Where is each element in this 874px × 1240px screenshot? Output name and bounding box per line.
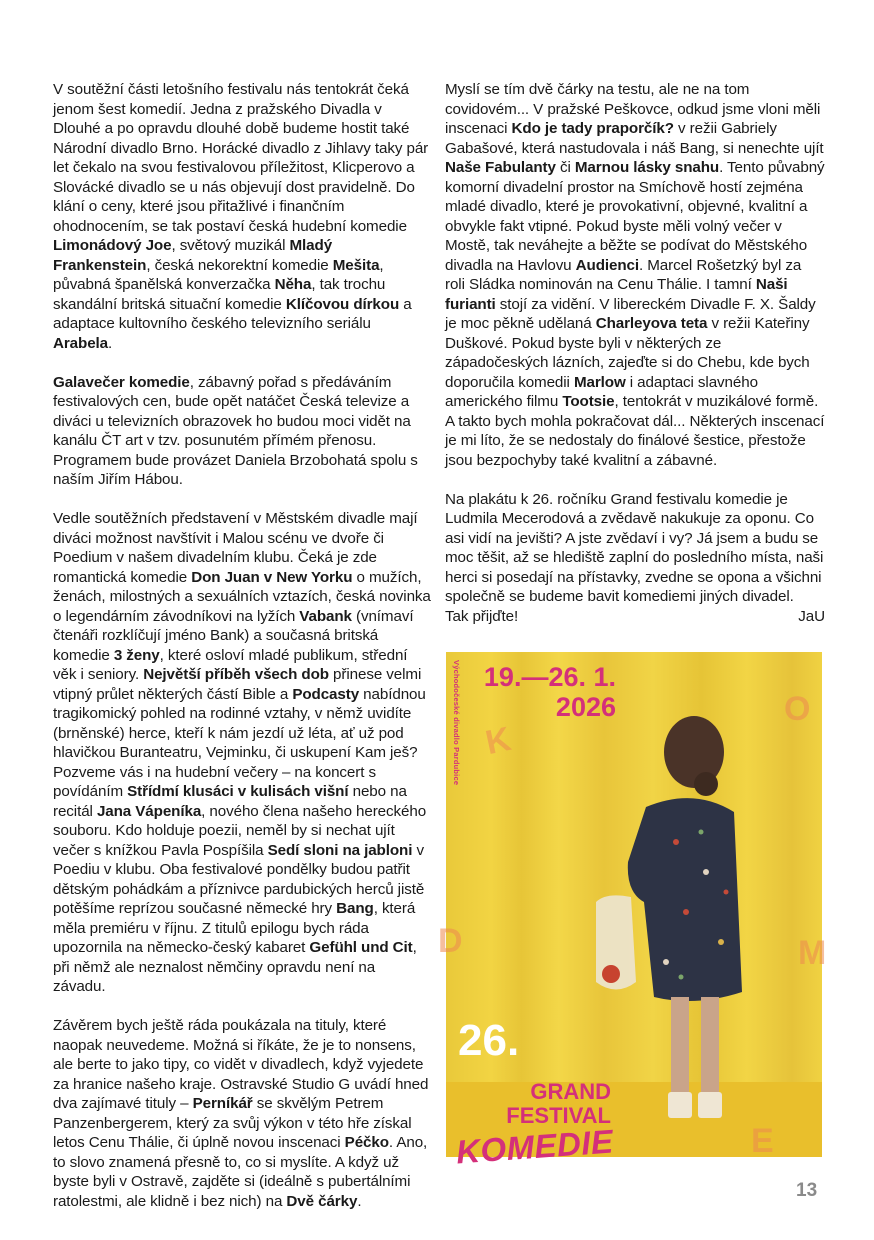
closing-text: Tak přijďte! bbox=[445, 607, 519, 625]
title-kdo-je-tady-praporcik: Kdo je tady praporčík? bbox=[511, 120, 674, 137]
text: o mužích, ženách, milostných a sexuálních vztazích, česká novinka o legendárním závodníkovi na lyžích bbox=[53, 568, 431, 625]
title-mesita: Mešita bbox=[332, 256, 380, 274]
left-column bbox=[53, 80, 431, 1231]
year-line: 2026 bbox=[555, 692, 616, 722]
deco-letter: E bbox=[751, 1122, 774, 1160]
title-3-zeny: 3 ženy bbox=[113, 646, 160, 664]
text: , tentokrát v muzikálové formě. A takto bych mohla pokračovat dál... Některých inscenací je mi líto, že se nedostaly do finálové šestice, přestože jsou bezpochyby také kvalitní a zábavné. bbox=[445, 393, 825, 469]
title-gefuhl-und-cit: Gefühl und Cit bbox=[309, 939, 413, 956]
right-column bbox=[445, 80, 825, 626]
leg-icon bbox=[701, 997, 719, 1097]
deco-letter: K bbox=[482, 719, 515, 763]
title-vabank: Vabank bbox=[299, 607, 352, 625]
text: se skvělým Petrem Panzenbergerem, který za svůj výkon v této hře získal letos Cenu Thálie, či úplně novou inscenaci bbox=[53, 1095, 412, 1151]
text: . Marcel Rošetzký byl za roli Sládka nominován na Cenu Thálie. I tamní bbox=[445, 256, 802, 293]
deco-letter: M bbox=[798, 934, 827, 972]
title-charleyova-teta: Charleyova teta bbox=[595, 315, 708, 332]
title-nasi-furianti: Naši furianti bbox=[445, 276, 788, 313]
paragraph-competition bbox=[53, 80, 431, 353]
festival-poster bbox=[438, 652, 827, 1171]
text: i adaptaci slavného amerického filmu bbox=[445, 373, 758, 410]
title-podcasty: Podcasty bbox=[292, 685, 360, 703]
text: . bbox=[108, 334, 113, 352]
edition-number: 26. bbox=[458, 1016, 520, 1065]
dates-line: 19.—26. 1. bbox=[483, 662, 616, 692]
text: , která měla premiéru v říjnu. Z titulů epilogu bych ráda upozornila na německo-český kabaret bbox=[53, 900, 416, 956]
title-nejvetsi-pribeh: Největší příběh všech dob bbox=[143, 666, 329, 683]
text: Na plakátu k 26. ročníku Grand festivalu komedie je Ludmila Mecerodová a zvědavě nakukuje za oponu. Co asi vidí na jevišti? A jste zvědaví i vy? Já jsem a budu se moc těšit, až se hlediště zaplní do posledního místa, naši herci si posedají na přístavky, zvedne se opona a všichni společně se budeme bavit komediemi jiných divadel. bbox=[445, 490, 824, 605]
shoe-icon bbox=[698, 1092, 722, 1118]
title-nase-fabulanty: Naše Fabulanty bbox=[445, 159, 556, 176]
page-number: 13 bbox=[796, 1180, 818, 1201]
title-dve-carky: Dvě čárky bbox=[286, 1192, 358, 1210]
text: , které osloví mladé publikum, střední věk i seniory. bbox=[53, 646, 408, 683]
title-komedie: KOMEDIE bbox=[454, 1122, 615, 1171]
text: , při němž ale neznalost němčiny opravdu není na závadu. bbox=[53, 939, 417, 995]
title-stridmi-klusaci: Střídmí klusáci v kulisách višní bbox=[127, 783, 349, 800]
title-limonadovy-joe: Limonádový Joe bbox=[53, 237, 172, 254]
text: , nového člena našeho hereckého souboru. Kdo holduje poezii, neměl by si nechat ujít večer s knížkou Pavla Pospíšila bbox=[53, 802, 427, 859]
title-grand: GRAND bbox=[530, 1079, 611, 1104]
text: , zábavný pořad s předáváním festivalových cen, bude opět natáčet Česká televize a diváci u televizních obrazovek ho budou moci vidět na kanálu ČT art v tzv. posunutém přímém přenosu. Programem bude provázet Daniela Brzobohatá spolu s naším Jiřím Hábou. bbox=[53, 373, 418, 488]
deco-letter: O bbox=[784, 690, 811, 728]
text: . bbox=[357, 1192, 362, 1210]
title-neha: Něha bbox=[274, 276, 312, 293]
festival-title bbox=[476, 1080, 611, 1128]
text: stojí za vidění. V libereckém Divadle F. X. Šaldy je moc pěkně udělaná bbox=[445, 295, 816, 332]
text: nebo na recitál bbox=[53, 783, 407, 820]
text: , půvabná španělská konverzačka bbox=[53, 256, 384, 293]
title-klicovou-dirkou: Klíčovou dírkou bbox=[285, 295, 400, 313]
text: v režii Kateřiny Duškové. Pokud byste byli v některých ze západočeských lázních, zajeďte si do Chebu, kde bych doporučila komedii bbox=[445, 315, 810, 391]
floral-dress-icon bbox=[628, 798, 742, 1001]
text: V soutěžní části letošního festivalu nás tentokrát čeká jenom šest komedií. Jedna z pražského Divadla v Dlouhé a po opravdu dlouhé době budeme hostit také Národní divadlo Brno. Horácké divadlo z Jihlavy taky pár let čekalo na svou festivalovou příležitost, Klicperovo a Slovácké divadlo se u nás objevují dost pravidelně. Do klání o ceny, které jsou přitažlivé i finančním ohodnocením, se tak postaví česká hudební komedie bbox=[53, 81, 429, 235]
text: , česká nekorektní komedie bbox=[146, 256, 333, 274]
text: , světový muzikál bbox=[171, 237, 290, 254]
title-sedi-sloni: Sedí sloni na jabloni bbox=[267, 841, 413, 859]
paragraph-poster bbox=[445, 490, 825, 627]
paragraph-tips bbox=[53, 1016, 431, 1211]
text: v režii Gabriely Gabašové, která nastudovala i náš Bang, si nenechte ujít bbox=[445, 120, 824, 157]
title-tootsie: Tootsie bbox=[562, 393, 615, 410]
title-jana-vapenika: Jana Vápeníka bbox=[96, 802, 202, 820]
deco-letter: D bbox=[438, 922, 463, 960]
woman-figure-illustration bbox=[606, 712, 746, 1122]
leg-icon bbox=[671, 997, 689, 1097]
text: (vnímaví čtenáři rozklíčují jméno Bank) a současná britská komedie bbox=[53, 607, 414, 664]
text: v Poediu v klubu. Oba festivalové pondělky budou patřit dětským pohádkám a příznivce pardubických herců jistě potěšíme reprízou současné německé hry bbox=[53, 841, 425, 917]
text: a adaptace kultovního českého televizního seriálu bbox=[53, 295, 412, 332]
title-arabela: Arabela bbox=[53, 334, 109, 352]
shoe-icon bbox=[668, 1092, 692, 1118]
theatre-name: Východočeské divadlo Pardubice bbox=[452, 660, 461, 786]
text: , tak trochu skandální britská situační komedie bbox=[53, 276, 386, 313]
text: Závěrem bych ještě ráda poukázala na tituly, které naopak neuvedeme. Možná si říkáte, že je to nonsens, ale berte to jako tipy, co vidět v divadlech, když vyjedete za hranice našeho kraje. Ostravské Studio G uvádí hned dva zajímavé tituly – bbox=[53, 1017, 429, 1112]
text: . Tento půvabný komorní divadelní prostor na Smíchově hostí zejména mladé divadlo, které je provokativní, objevné, kvalitní a obvykle fakt vtipné. Pokud byste měli volný večer v Mostě, tak neváhejte a běžte se podívat do Městského divadla na Havlovu bbox=[445, 159, 825, 274]
title-mlady-frankenstein: Mladý Frankenstein bbox=[53, 237, 333, 274]
vegetable-icon bbox=[602, 965, 620, 983]
title-marlow: Marlow bbox=[573, 373, 626, 391]
text: nabídnou tragikomický pohled na rodinné vztahy, v němž uvidíte (brněnské) herce, kteří k nám jezdí už léta, ať už pod hlavičkou Buranteatru, Vejminku, či uskupení Kam ješ? Pozveme vás i na hudební večery – na koncert s povídáním bbox=[53, 685, 426, 800]
text: přinese velmi vtipný průlet některých částí Bible a bbox=[53, 666, 422, 703]
festival-dates bbox=[476, 662, 616, 722]
title-don-juan: Don Juan v New Yorku bbox=[191, 568, 353, 586]
title-galavecer: Galavečer komedie bbox=[53, 373, 190, 391]
closing-row bbox=[445, 607, 825, 627]
author-signature: JaU bbox=[798, 607, 825, 625]
hair-bun-icon bbox=[694, 772, 718, 796]
title-pernikar: Perníkář bbox=[192, 1095, 253, 1112]
title-audienci: Audienci bbox=[575, 256, 639, 274]
text: . Ano, to slovo znamená přesně to, co si myslíte. A když už byste byli v Ostravě, zajděte si (ideálně s pubertálními ratolestmi, ale klidně i bez nich) na bbox=[53, 1134, 428, 1210]
paragraph-galavecer bbox=[53, 373, 431, 490]
text: či bbox=[555, 159, 575, 176]
paragraph-side-stages bbox=[53, 509, 431, 997]
paragraph-tips-continued bbox=[445, 80, 825, 470]
title-pecko: Péčko bbox=[344, 1134, 389, 1151]
text: Vedle soutěžních představení v Městském divadle mají diváci možnost navštívit i Malou scénu ve dvoře či Poedium v našem divadelním klubu. Čeká je zde romantická komedie bbox=[53, 510, 418, 586]
text: Myslí se tím dvě čárky na testu, ale ne na tom covidovém... V pražské Peškovce, odkud jsme vloni měli inscenaci bbox=[445, 81, 821, 137]
title-festival: FESTIVAL bbox=[506, 1103, 611, 1128]
title-marnou-lasky-snahu: Marnou lásky snahu bbox=[574, 159, 720, 176]
title-bang: Bang bbox=[336, 900, 374, 917]
